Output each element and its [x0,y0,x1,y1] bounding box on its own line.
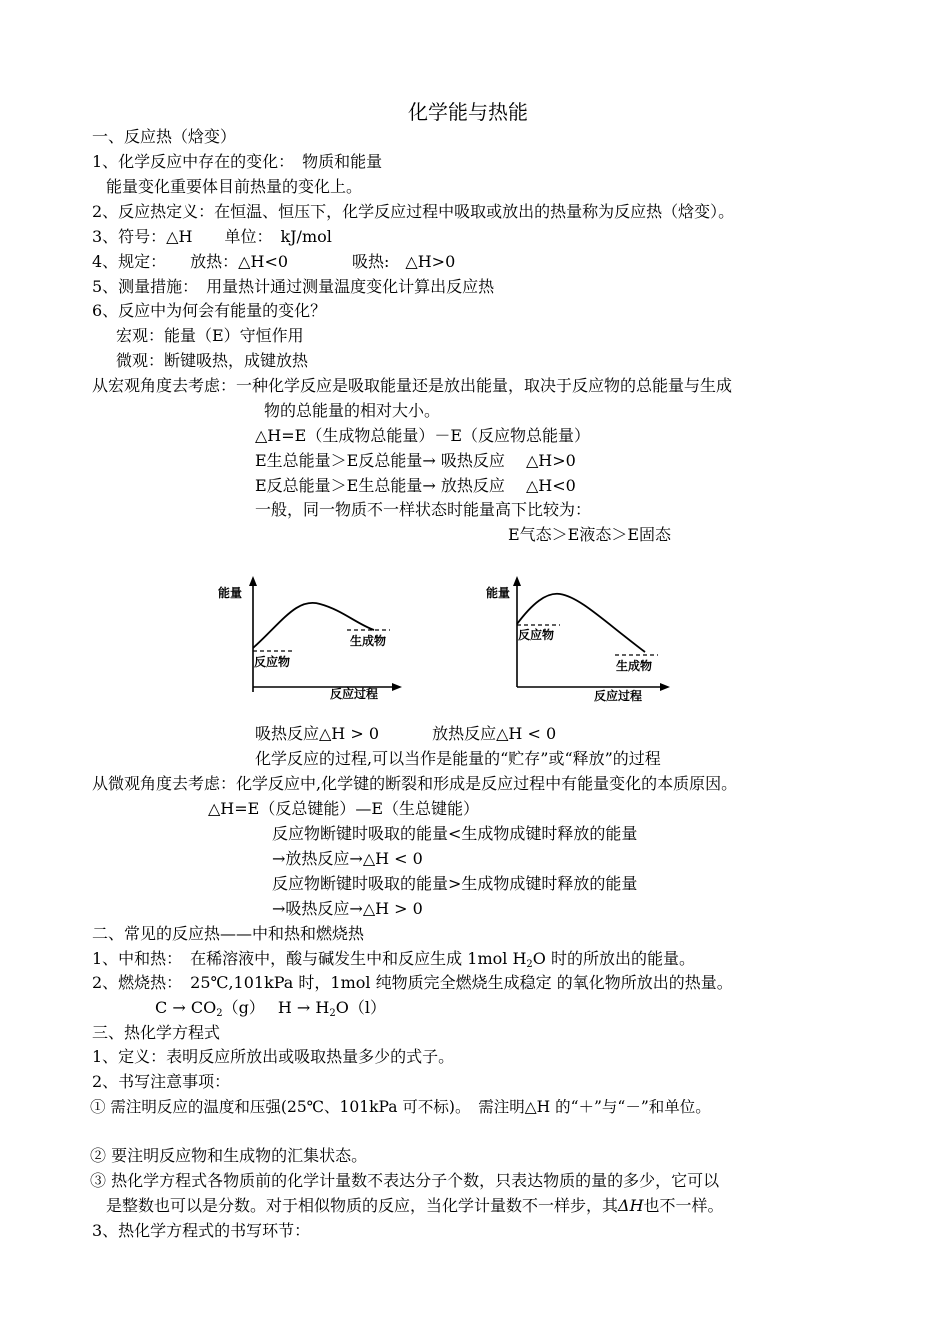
text-line: 4、规定： 放热：△H<0 吸热: △H>0 [92,252,456,271]
text-line: 微观：断键吸热，成键放热 [116,351,309,370]
reactant-label: 反应物 [518,628,555,642]
text-line: 从微观角度去考虑：化学反应中,化学键的断裂和形成是反应过程中有能量变化的本质原因。 [92,774,738,793]
text-run: 1、中和热： 在稀溶液中，酸与碱发生中和反应生成 1mol H [92,949,527,968]
formula-line: △H=E（反总键能）—E（生总键能） [208,799,480,818]
note-line: ② 要注明反应物和生成物的汇集状态。 [90,1146,368,1165]
text-line: 宏观：能量（E）守恒作用 [116,326,304,345]
x-axis-arrow [392,683,402,691]
text-line: 化学反应的过程,可以当作是能量的“贮存”或“释放”的过程 [255,749,661,768]
note-line: ③ 热化学方程式各物质前的化学计量数不表达分子个数，只表达物质的量的多少，它可以 [90,1171,720,1190]
y-axis-arrow [249,576,257,586]
text-run: O（l） [335,998,387,1017]
subscript: 2 [216,1008,223,1019]
formula-line [155,998,386,1024]
text-line: 1、定义：表明反应所放出或吸取热量多少的式子。 [92,1047,455,1066]
text-run: 也不一样。 [643,1196,724,1215]
x-axis-label: 反应过程 [594,689,643,703]
note-line [106,1196,724,1216]
text-run: 是整数也可以是分数。对于相似物质的反应，当化学计量数不一样步，其 [106,1196,619,1215]
text-run: （g） H → H [222,998,330,1017]
diagram-caption: 吸热反应△H > 0 放热反应△H < 0 [255,724,557,743]
text-line: 5、测量措施： 用量热计通过测量温度变化计算出反应热 [92,277,495,296]
y-axis-label: 能量 [218,586,243,600]
formula-line: E气态＞E液态＞E固态 [508,525,672,544]
section-1-heading: 一、反应热（焓变） [92,127,237,146]
text-run: O 时的所放出的能量。 [532,949,696,968]
subscript: 2 [329,1008,336,1019]
delta-h-symbol: ΔH [618,1196,644,1215]
text-line: →放热反应→△H < 0 [272,849,423,868]
text-line: 6、反应中为何会有能量的变化？ [92,301,327,320]
endothermic-diagram [212,572,412,712]
x-axis-label: 反应过程 [330,687,379,701]
product-label: 生成物 [350,634,387,648]
reactant-label: 反应物 [254,655,291,669]
section-2-heading: 二、常见的反应热——中和热和燃烧热 [92,924,365,943]
formula-line: E反总能量＞E生总能量→ 放热反应 △H<0 [255,476,576,495]
text-line: 从宏观角度去考虑：一种化学反应是吸取能量还是放出能量，取决于反应物的总能量与生成 [92,376,733,395]
formula-line: E生总能量＞E反总能量→ 吸热反应 △H>0 [255,451,576,470]
exothermic-diagram [480,572,680,712]
text-line: 2、燃烧热： 25℃,101kPa 时，1mol 纯物质完全燃烧生成稳定 的氧化物所放出的热量。 [92,973,733,992]
text-line: 3、符号：△H 单位： kJ/mol [92,227,332,246]
text-line: 反应物断键时吸取的能量<生成物成键时释放的能量 [272,824,638,843]
text-run: C → CO [155,998,217,1017]
text-line [92,949,695,975]
y-axis-arrow [513,576,521,586]
y-axis-label: 能量 [486,586,511,600]
text-line: →吸热反应→△H > 0 [272,899,423,918]
text-line: 能量变化重要体目前热量的变化上。 [106,177,363,196]
text-line: 反应物断键时吸取的能量>生成物成键时释放的能量 [272,874,638,893]
text-line: 物的总能量的相对大小。 [264,401,441,420]
x-axis-arrow [660,683,670,691]
subscript: 2 [526,959,533,970]
text-line: 1、化学反应中存在的变化： 物质和能量 [92,152,383,171]
formula-line: △H=E（生成物总能量）－E（反应物总能量） [255,426,591,445]
text-line: 2、书写注意事项： [92,1072,231,1091]
formula-line: 一般，同一物质不一样状态时能量高下比较为： [255,500,592,519]
section-3-heading: 三、热化学方程式 [92,1023,221,1042]
energy-curve [517,594,645,652]
text-line: 2、反应热定义：在恒温、恒压下，化学反应过程中吸取或放出的热量称为反应热（焓变）。 [92,202,735,221]
page-title: 化学能与热能 [408,100,528,124]
note-line: ① 需注明反应的温度和压强(25℃、101kPa 可不标)。 需注明△H 的“＋”与“－”和单位。 [90,1098,711,1116]
text-line: 3、热化学方程式的书写环节： [92,1221,311,1240]
product-label: 生成物 [616,659,653,673]
